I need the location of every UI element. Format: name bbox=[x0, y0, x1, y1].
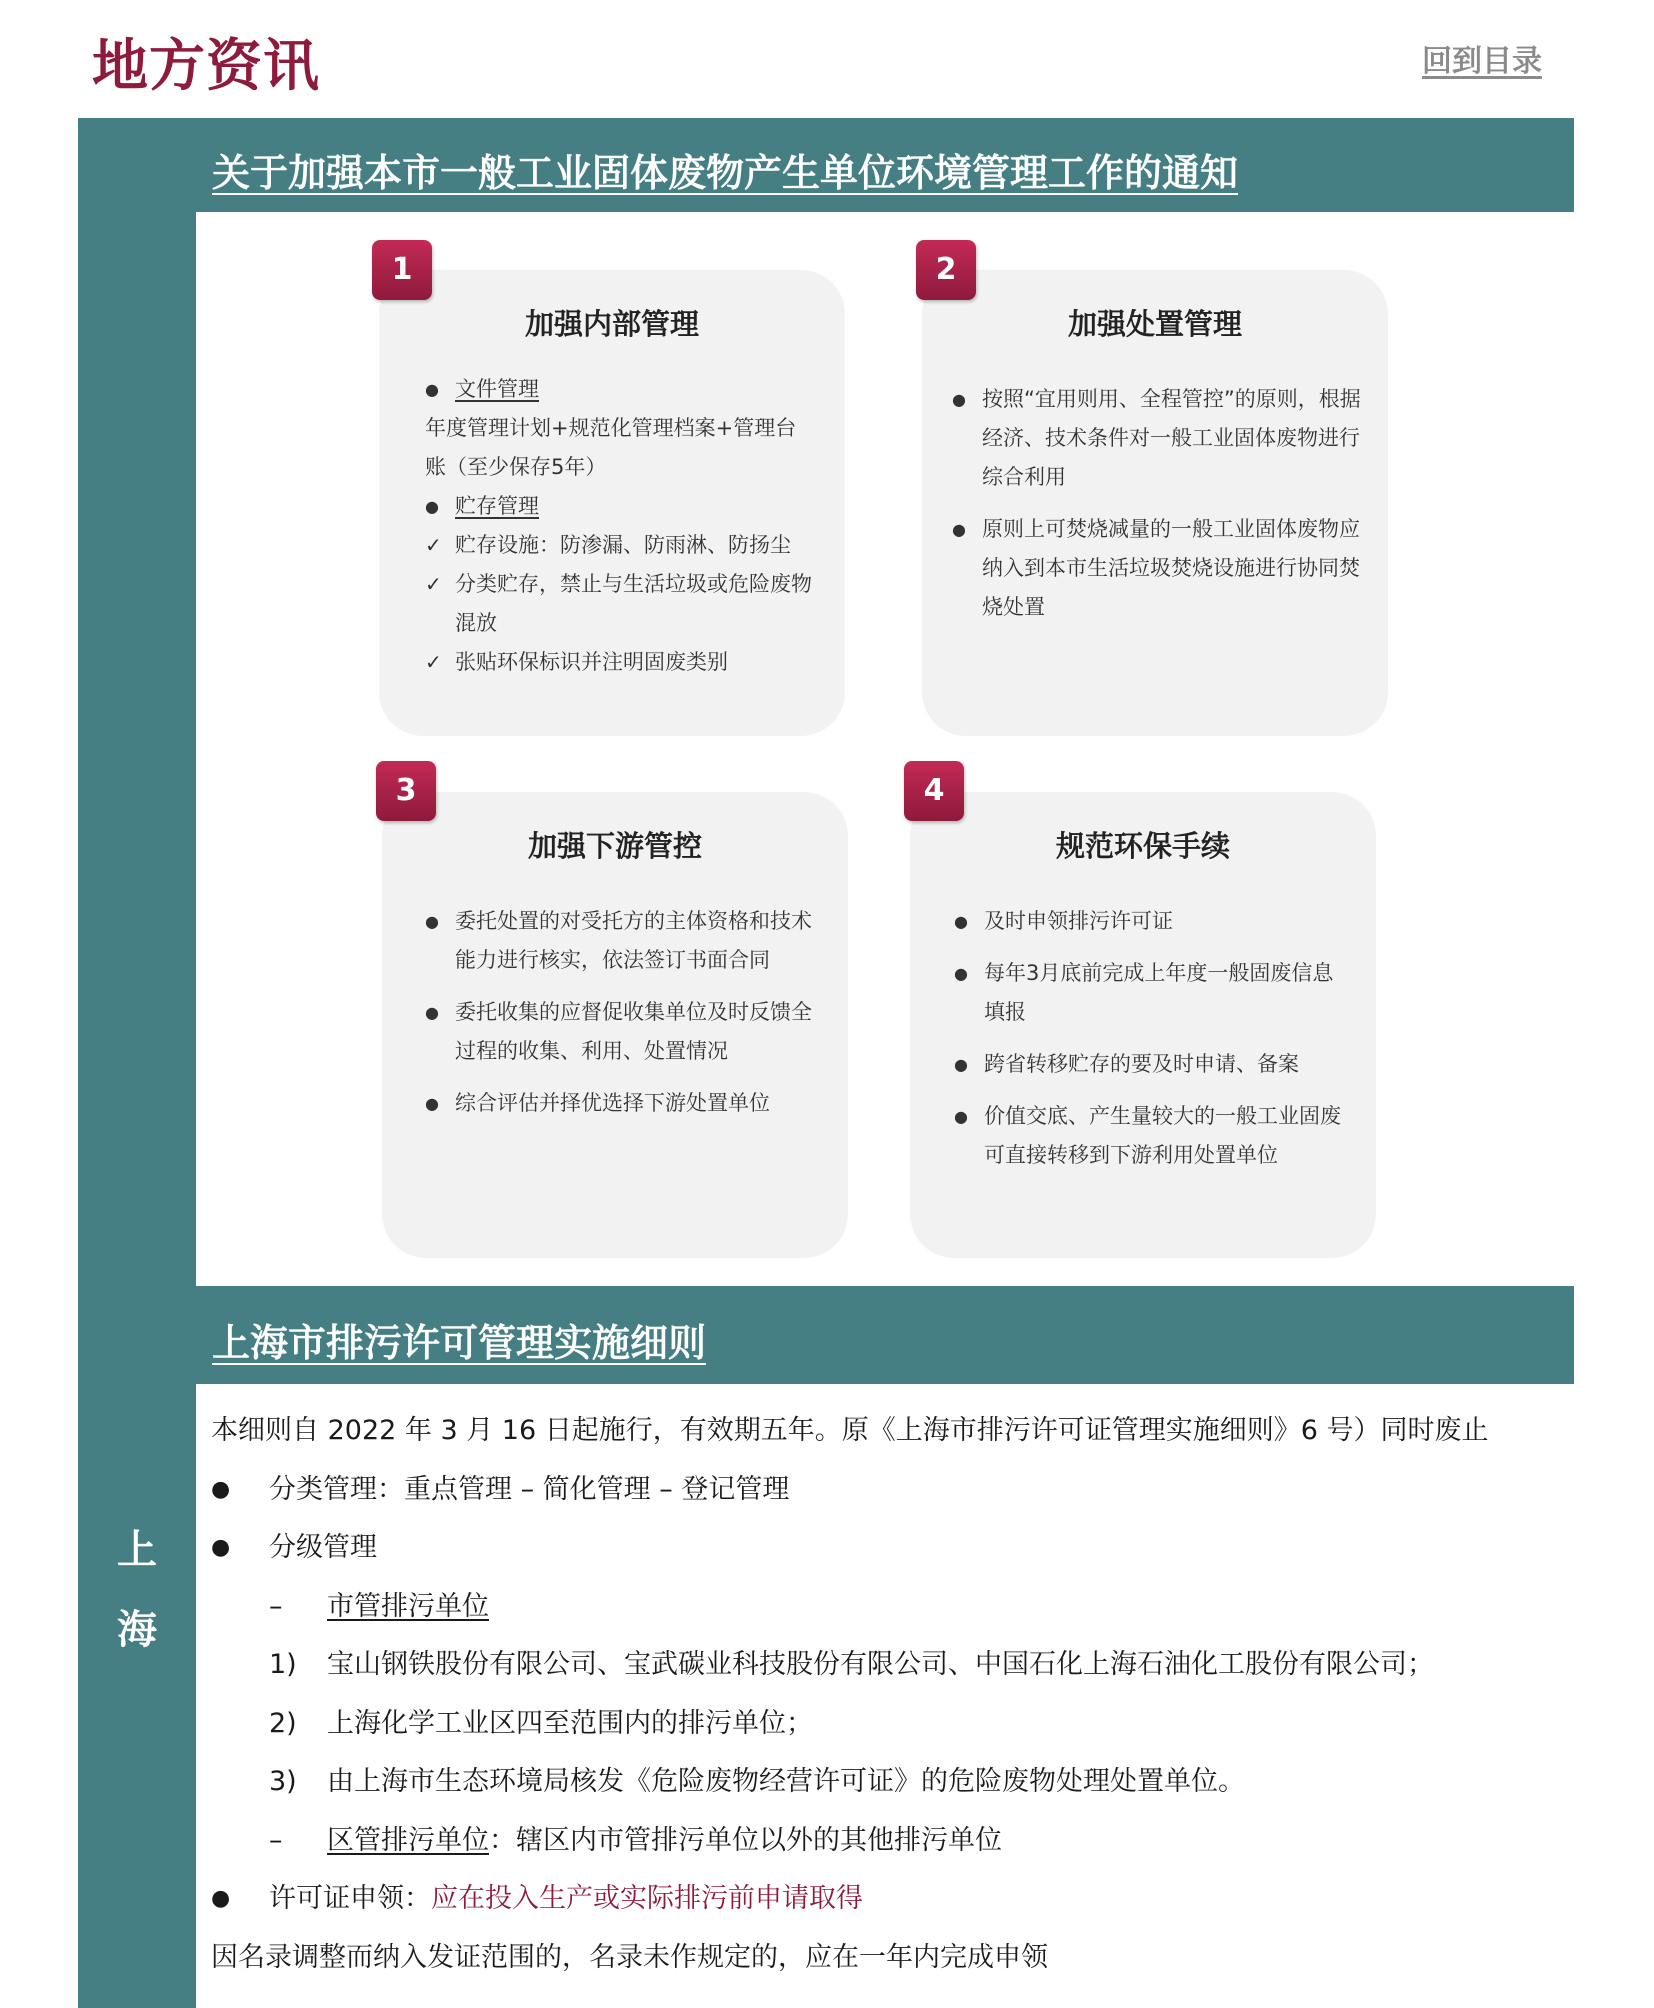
region-label-char: 海 bbox=[117, 1607, 157, 1653]
list-item: ✓ 贮存设施：防渗漏、防雨淋、防扬尘 bbox=[425, 526, 815, 565]
region-label-char: 上 bbox=[117, 1527, 157, 1573]
permit-rules-text bbox=[211, 1402, 1571, 1987]
section-header-permit bbox=[196, 1286, 1574, 1384]
card-environmental-procedures bbox=[910, 792, 1376, 1258]
list-item: ● 许可证申领： 应在投入生产或实际排污前申请取得 bbox=[211, 1870, 1571, 1929]
list-item: ● 贮存管理 bbox=[425, 487, 815, 526]
card-title: 加强内部管理 bbox=[524, 307, 699, 341]
bullet-icon: ● bbox=[954, 1055, 968, 1074]
card-title: 加强处置管理 bbox=[1067, 307, 1242, 341]
card-list bbox=[425, 902, 820, 1136]
list-item: ● 委托处置的对受托方的主体资格和技术能力进行核实，依法签订书面合同 bbox=[425, 902, 820, 980]
closing-paragraph: 因名录调整而纳入发证范围的，名录未作规定的，应在一年内完成申领 bbox=[211, 1941, 1048, 1973]
card-title: 规范环保手续 bbox=[1055, 829, 1230, 863]
list-item: ● 及时申领排污许可证 bbox=[954, 902, 1354, 941]
numbered-item: 3) 由上海市生态环境局核发《危险废物经营许可证》的危险废物处理处置单位。 bbox=[269, 1766, 1245, 1797]
check-icon: ✓ bbox=[425, 572, 442, 596]
bullet-icon: ● bbox=[211, 1535, 231, 1560]
bullet-icon: ● bbox=[425, 1003, 439, 1022]
bullet-icon: ● bbox=[211, 1476, 231, 1502]
section-header-notice bbox=[196, 118, 1574, 212]
section-title-notice[interactable]: 关于加强本市一般工业固体废物产生单位环境管理工作的通知 bbox=[212, 151, 1239, 195]
card-internal-management bbox=[379, 270, 845, 736]
list-item: ✓ 张贴环保标识并注明固废类别 bbox=[425, 643, 815, 682]
list-item: ● 跨省转移贮存的要及时申请、备案 bbox=[954, 1045, 1354, 1084]
dash-icon: – bbox=[269, 1590, 283, 1622]
section-title-permit[interactable]: 上海市排污许可管理实施细则 bbox=[212, 1321, 707, 1365]
card-disposal-management bbox=[922, 270, 1388, 736]
back-to-toc-link[interactable]: 回到目录 bbox=[1422, 44, 1542, 79]
card-number-badge: 1 bbox=[372, 240, 432, 300]
list-item: – 区管排污单位 ：辖区内市管排污单位以外的其他排污单位 bbox=[211, 1812, 1571, 1871]
list-item: ● 按照“宜用则用、全程管控”的原则，根据经济、技术条件对一般工业固体废物进行综合利用 bbox=[952, 380, 1364, 497]
bullet-icon: ● bbox=[425, 912, 439, 931]
card-list bbox=[954, 902, 1354, 1188]
section-body-permit bbox=[196, 1384, 1574, 2008]
check-icon: ✓ bbox=[425, 533, 442, 557]
card-downstream-control bbox=[382, 792, 848, 1258]
list-item: ● 综合评估并择优选择下游处置单位 bbox=[425, 1084, 820, 1123]
card-number-badge: 4 bbox=[904, 761, 964, 821]
list-item: ● 文件管理 bbox=[425, 370, 815, 409]
card-number-badge: 2 bbox=[916, 240, 976, 300]
dash-icon: – bbox=[269, 1824, 283, 1856]
list-item: ● 每年3月底前完成上年度一般固废信息填报 bbox=[954, 954, 1354, 1032]
card-title: 加强下游管控 bbox=[527, 829, 702, 863]
page-title: 地方资讯 bbox=[92, 34, 320, 99]
numbered-item: 1) 宝山钢铁股份有限公司、宝武碳业科技股份有限公司、中国石化上海石油化工股份有限公司； bbox=[269, 1649, 1434, 1680]
bullet-icon: ● bbox=[211, 1886, 231, 1911]
bullet-icon: ● bbox=[425, 497, 439, 516]
check-icon: ✓ bbox=[425, 650, 442, 674]
list-item: ● 原则上可焚烧减量的一般工业固体废物应纳入到本市生活垃圾焚烧设施进行协同焚烧处置 bbox=[952, 510, 1364, 627]
card-number-badge: 3 bbox=[376, 761, 436, 821]
card-list bbox=[425, 370, 815, 682]
bullet-icon: ● bbox=[425, 1094, 439, 1113]
card-list bbox=[952, 380, 1364, 640]
list-item: – 市管排污单位 bbox=[211, 1578, 1571, 1637]
bullet-icon: ● bbox=[425, 380, 439, 399]
bullet-icon: ● bbox=[954, 912, 968, 931]
section-body-notice bbox=[196, 212, 1574, 1286]
region-label bbox=[78, 1510, 196, 1670]
bullet-icon: ● bbox=[952, 390, 966, 409]
list-item: 年度管理计划+规范化管理档案+管理台账（至少保存5年） bbox=[425, 416, 797, 479]
bullet-icon: ● bbox=[952, 520, 966, 539]
highlight-text: 应在投入生产或实际排污前申请取得 bbox=[431, 1883, 863, 1914]
bullet-icon: ● bbox=[954, 1107, 968, 1126]
intro-paragraph: 本细则自 2022 年 3 月 16 日起施行，有效期五年。原《上海市排污许可证管理实施细则》6 号）同时废止 bbox=[211, 1415, 1489, 1446]
bullet-icon: ● bbox=[954, 964, 968, 983]
list-item: ✓ 分类贮存，禁止与生活垃圾或危险废物混放 bbox=[425, 565, 815, 643]
list-item: ● 委托收集的应督促收集单位及时反馈全过程的收集、利用、处置情况 bbox=[425, 993, 820, 1071]
list-item: ● 价值交底、产生量较大的一般工业固废可直接转移到下游利用处置单位 bbox=[954, 1097, 1354, 1175]
list-item: ● 分级管理 bbox=[211, 1519, 1571, 1578]
numbered-item: 2) 上海化学工业区四至范围内的排污单位； bbox=[269, 1707, 813, 1739]
list-item: ● 分类管理：重点管理 – 简化管理 – 登记管理 bbox=[211, 1461, 1571, 1520]
